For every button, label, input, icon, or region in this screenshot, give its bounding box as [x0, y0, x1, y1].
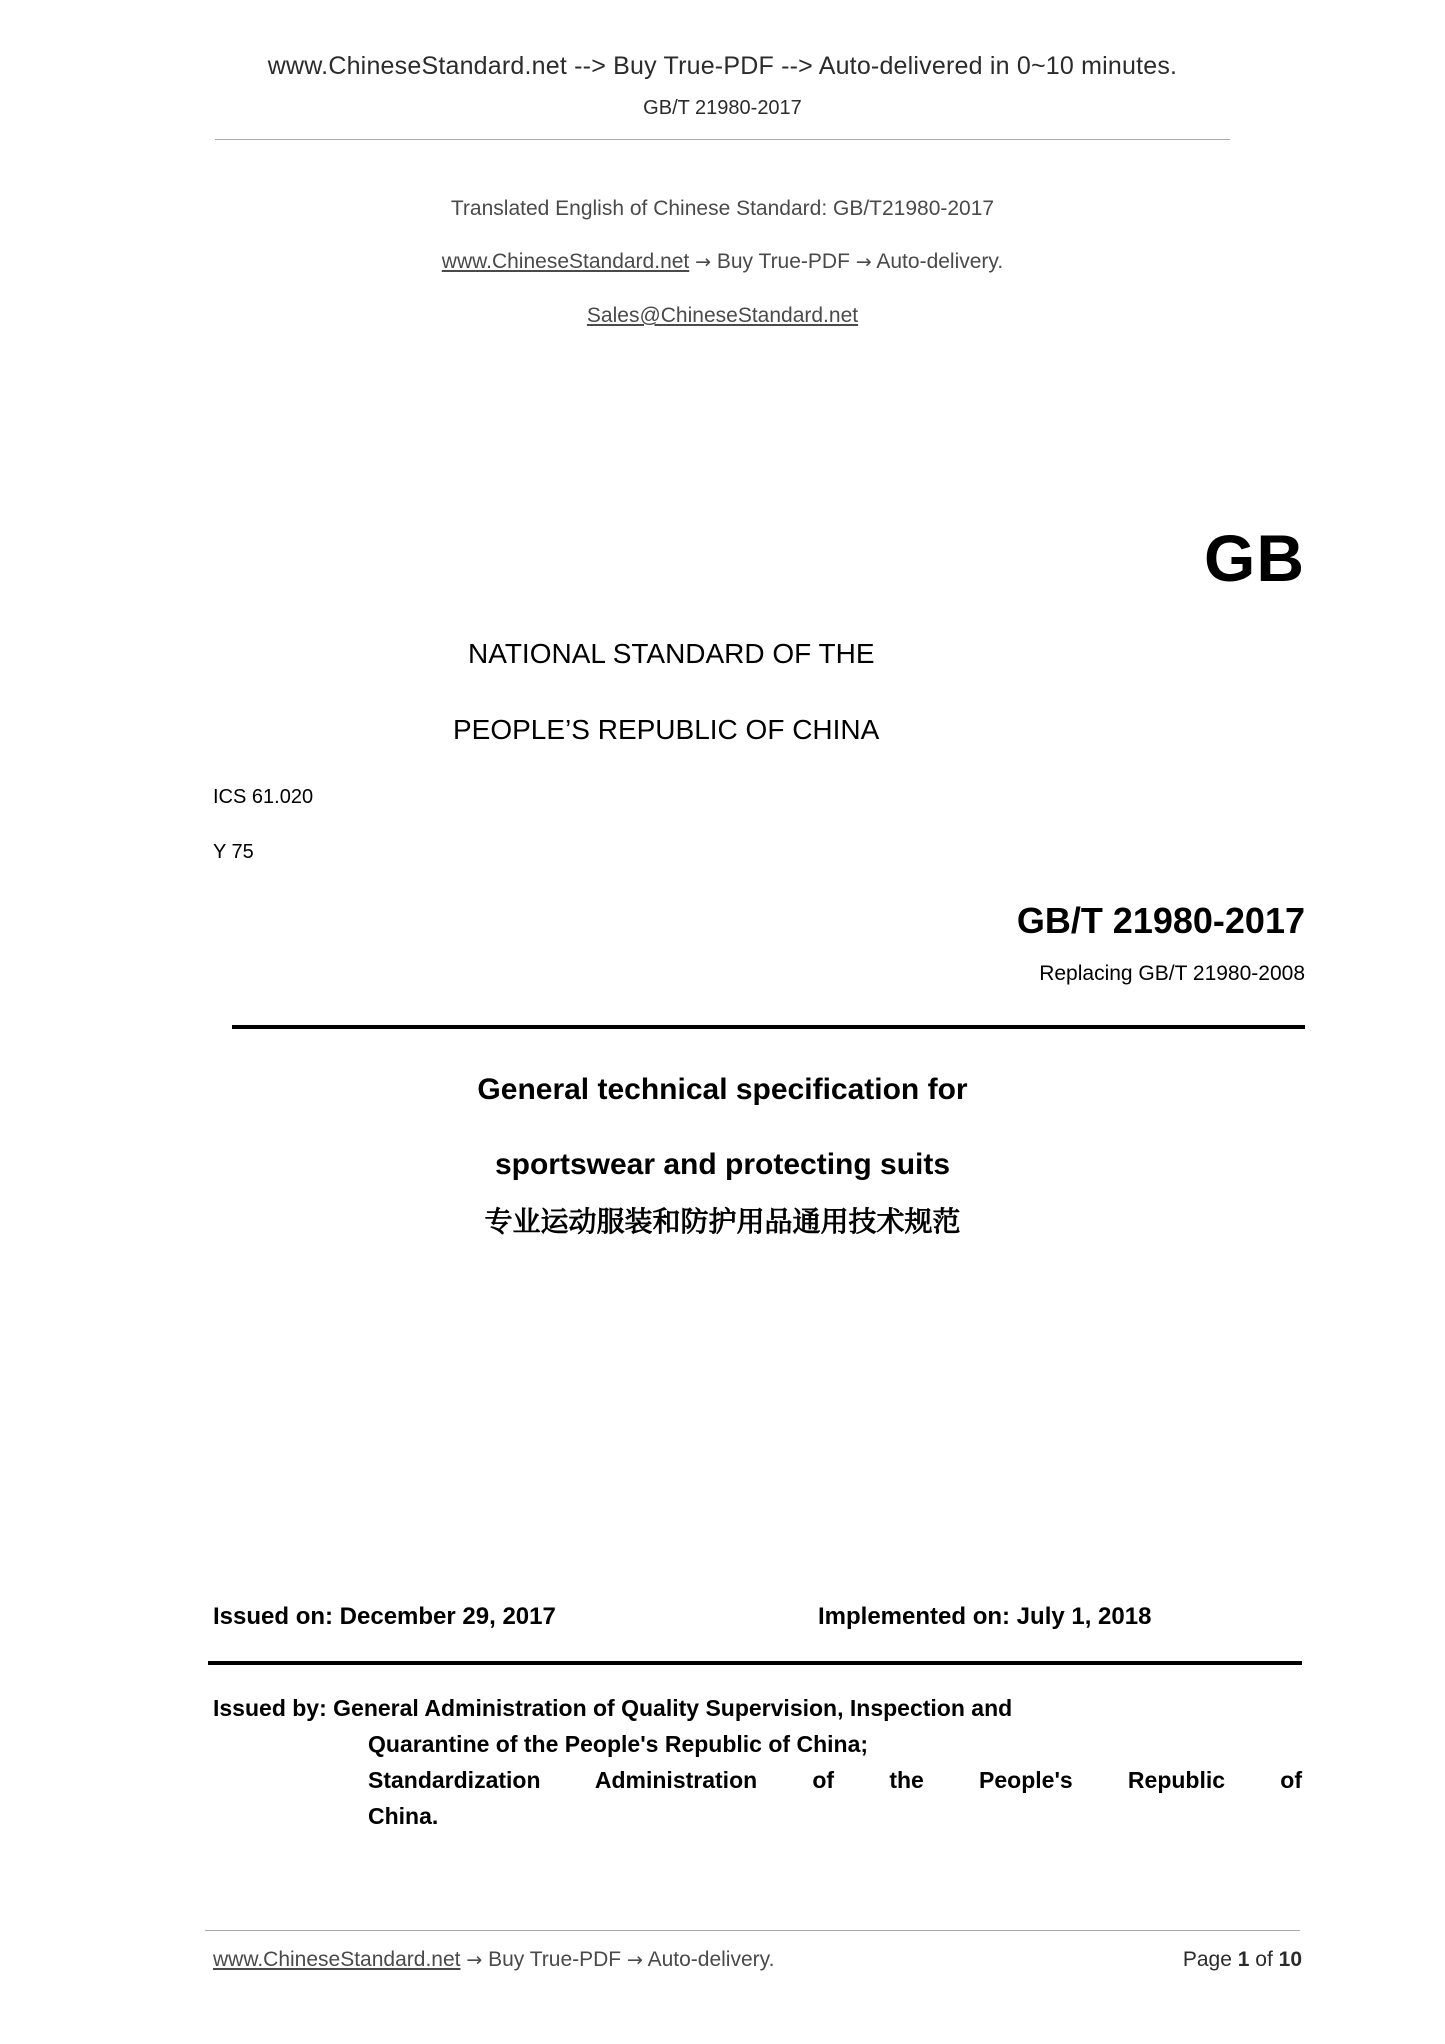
footer-delivery-label: Auto-delivery. — [647, 1948, 775, 1971]
classification-code: Y 75 — [213, 841, 254, 863]
title-chinese: 专业运动服装和防护用品通用技术规范 — [484, 1205, 961, 1238]
issued-by-line-2: Quarantine of the People's Republic of China; — [368, 1731, 869, 1757]
gb-logo: GB — [1204, 521, 1305, 595]
issued-by-block — [213, 1690, 1302, 1834]
page-total: 10 — [1278, 1948, 1302, 1971]
standard-number: GB/T 21980-2017 — [1016, 900, 1305, 941]
header-promo-line: www.ChineseStandard.net --> Buy True-PDF --> Auto-delivered in 0~10 minutes. — [267, 52, 1178, 80]
footer-promo — [213, 1948, 774, 1972]
page-label: Page — [1182, 1948, 1232, 1971]
ics-code: ICS 61.020 — [213, 786, 314, 808]
footer-arrow-right-icon-2: → — [626, 1949, 643, 1971]
header-standard-code: GB/T 21980-2017 — [643, 97, 802, 119]
title-top-divider — [232, 1025, 1305, 1029]
site-link[interactable]: www.ChineseStandard.net — [441, 250, 690, 273]
page-title — [0, 1052, 1445, 1202]
title-en-line-2: sportswear and protecting suits — [494, 1148, 951, 1181]
footer-divider — [205, 1930, 1300, 1931]
issued-by-line-4: China. — [368, 1803, 439, 1829]
national-standard-line-2: PEOPLE’S REPUBLIC OF CHINA — [453, 714, 880, 745]
issued-on-date: Issued on: December 29, 2017 — [213, 1603, 556, 1630]
arrow-right-icon-2: → — [855, 251, 872, 273]
delivery-label: Auto-delivery. — [876, 250, 1004, 273]
buy-label: Buy True-PDF — [716, 250, 850, 273]
purchase-line — [0, 235, 1445, 289]
arrow-right-icon: → — [695, 251, 712, 273]
of-label: of — [1255, 1948, 1273, 1971]
page-indicator — [1183, 1948, 1302, 1972]
implemented-on-date: Implemented on: July 1, 2018 — [818, 1603, 1152, 1630]
header-divider — [215, 139, 1230, 140]
issued-by-line-1: Issued by: General Administration of Quality Supervision, Inspection and — [213, 1695, 1013, 1721]
footer-buy-label: Buy True-PDF — [488, 1948, 622, 1971]
title-en-line-1: General technical specification for — [477, 1073, 968, 1106]
issued-by-line-3: Standardization Administration of the People's Republic of — [368, 1767, 1302, 1793]
sales-email-link[interactable]: Sales@ChineseStandard.net — [586, 304, 859, 327]
replacing-standard: Replacing GB/T 21980-2008 — [1039, 962, 1305, 985]
footer-site-link[interactable]: www.ChineseStandard.net — [213, 1948, 461, 1971]
page-header — [0, 0, 1445, 120]
national-standard-line-1: NATIONAL STANDARD OF THE — [468, 638, 875, 669]
footer-arrow-right-icon: → — [466, 1949, 483, 1971]
page-number: 1 — [1237, 1948, 1250, 1971]
translated-standard-line: Translated English of Chinese Standard: GB/T21980-2017 — [450, 197, 995, 220]
sales-email-line — [0, 289, 1445, 342]
issuer-top-divider — [208, 1661, 1302, 1665]
intro-block — [0, 182, 1445, 342]
